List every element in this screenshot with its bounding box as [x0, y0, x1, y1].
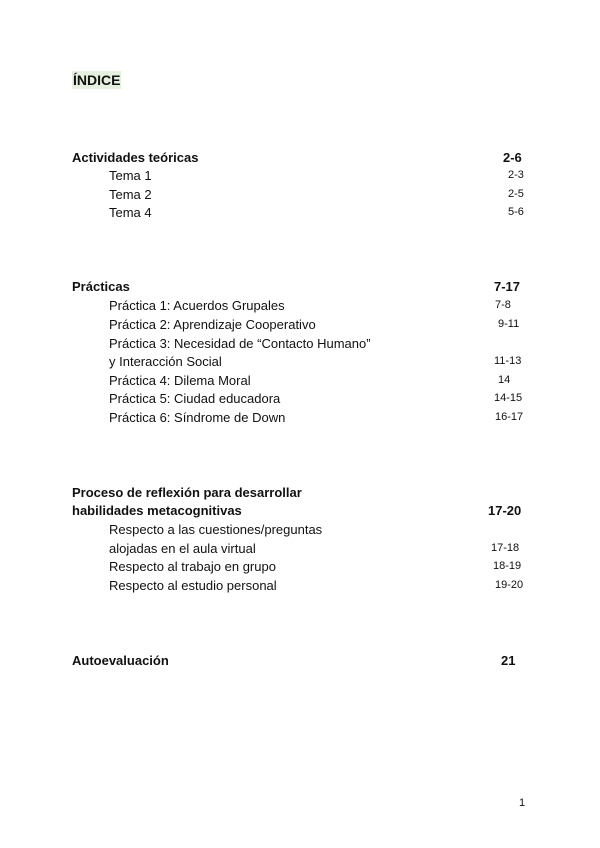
section-title-teoricas: Actividades teóricas	[72, 150, 199, 165]
toc-entry-label: Tema 4	[109, 205, 152, 220]
index-title: ÍNDICE	[73, 72, 121, 88]
section-title-reflexion-continued: habilidades metacognitivas	[72, 503, 242, 518]
toc-entry-label: Respecto al estudio personal	[109, 578, 277, 593]
toc-entry-label: Práctica 4: Dilema Moral	[109, 373, 251, 388]
toc-entry-pages: 2-5	[508, 188, 524, 200]
toc-entry-pages: 19-20	[495, 579, 524, 591]
section-title-autoevaluacion: Autoevaluación	[72, 653, 169, 668]
toc-entry-pages: 9-11	[498, 318, 520, 330]
toc-entry-label: Respecto a las cuestiones/preguntas	[109, 522, 323, 537]
toc-entry-label: Respecto al trabajo en grupo	[109, 559, 276, 574]
section-pages-reflexion: 17-20	[488, 503, 522, 518]
toc-entry-label-continued: y Interacción Social	[109, 354, 222, 369]
toc-entry-label: Práctica 3: Necesidad de “Contacto Humano”	[109, 336, 371, 351]
toc-entry-pages: 2-3	[508, 169, 524, 181]
toc-entry-label: Práctica 1: Acuerdos Grupales	[109, 298, 285, 313]
toc-entry-label: Práctica 2: Aprendizaje Cooperativo	[109, 317, 316, 332]
toc-entry-label: Práctica 6: Síndrome de Down	[109, 410, 286, 425]
toc-entry-pages: 18-19	[493, 560, 522, 572]
toc-entry-pages: 11-13	[494, 355, 522, 367]
toc-entry-label: Práctica 5: Ciudad educadora	[109, 391, 281, 406]
toc-entry-pages: 14-15	[494, 392, 523, 404]
toc-entry-pages: 17-18	[491, 542, 520, 554]
toc-entry-label: Tema 2	[109, 187, 152, 202]
toc-entry-pages: 16-17	[495, 411, 524, 423]
toc-entry-label-continued: alojadas en el aula virtual	[109, 541, 256, 556]
toc-entry-pages: 7-8	[495, 299, 511, 311]
toc-entry-pages: 5-6	[508, 206, 524, 218]
section-pages-teoricas: 2-6	[503, 150, 522, 165]
toc-entry-pages: 14	[498, 374, 511, 386]
toc-entry-label: Tema 1	[109, 168, 152, 183]
section-pages-autoevaluacion: 21	[501, 653, 516, 668]
page-number: 1	[519, 797, 526, 809]
section-pages-practicas: 7-17	[494, 279, 521, 294]
section-title-reflexion: Proceso de reflexión para desarrollar	[72, 485, 302, 500]
section-title-practicas: Prácticas	[72, 279, 130, 294]
